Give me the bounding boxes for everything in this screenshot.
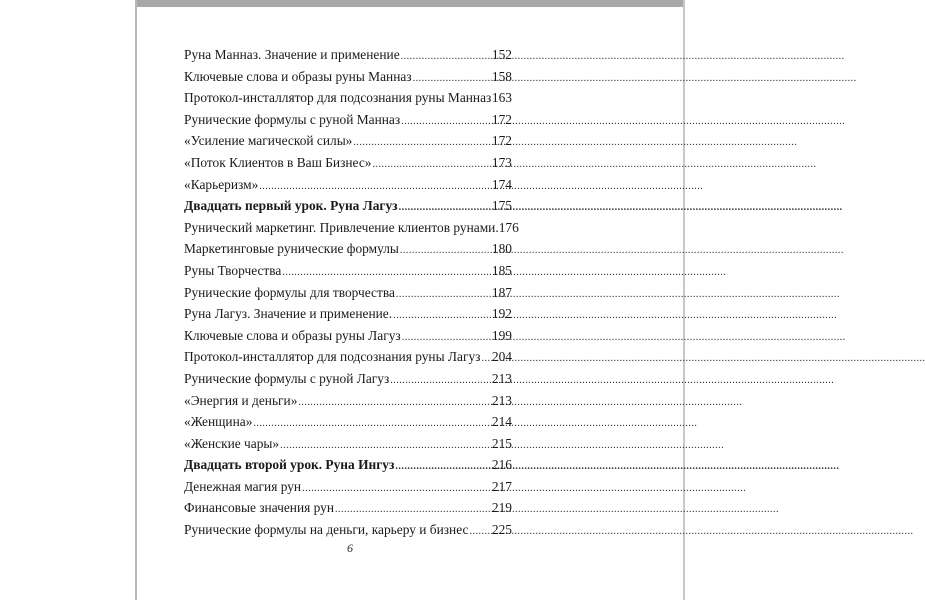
toc-entry (184, 497, 512, 519)
page-top-border (135, 0, 685, 7)
page-left-edge (135, 0, 137, 600)
toc-entry (184, 346, 512, 368)
toc-entry-title: Маркетинговые рунические формулы (184, 241, 399, 257)
toc-entry-page: 158 (491, 68, 512, 84)
toc-entry (184, 368, 512, 390)
toc-entry-page: 187 (491, 284, 512, 300)
toc-entry (184, 217, 519, 239)
toc-entry-page: 175 (491, 198, 512, 214)
toc-entry-title: Двадцать первый урок. Руна Лагуз (184, 198, 398, 214)
toc-entry-title: Рунический маркетинг. Привлечение клиентов рунами. (184, 219, 499, 235)
dot-leader (258, 176, 492, 198)
dot-leader (392, 305, 492, 327)
toc-entry-page: 214 (491, 414, 512, 430)
dot-leader (399, 240, 492, 262)
toc-entry (184, 282, 512, 304)
toc-entry-title: Двадцать второй урок. Руна Ингуз (184, 457, 395, 473)
toc-entry-page: 172 (491, 133, 512, 149)
dot-leader (480, 348, 491, 370)
toc-entry-page: 213 (491, 370, 512, 386)
toc-entry-title: Руна Манназ. Значение и применение (184, 47, 400, 62)
toc-entry (184, 476, 512, 498)
dot-leader (334, 499, 492, 521)
toc-entry (184, 109, 512, 131)
toc-entry (184, 87, 512, 109)
toc-entry-title: Руна Лагуз. Значение и применение. (184, 306, 393, 322)
toc-entry (184, 130, 512, 152)
toc-entry (184, 303, 512, 325)
toc-entry-page: 176 (498, 219, 519, 235)
toc-entry-title: Протокол-инсталлятор для подсознания руны Манназ (184, 90, 492, 106)
toc-entry-title: Финансовые значения рун (184, 500, 335, 516)
toc-entry-page: 217 (491, 478, 512, 494)
toc-entry (184, 195, 512, 217)
toc-entry-title: «Усиление магической силы» (184, 133, 353, 149)
toc-entry-title: Рунические формулы с руной Лагуз (184, 370, 390, 386)
toc-entry (184, 44, 512, 66)
toc-entry-title: Денежная магия рун (184, 478, 302, 494)
dot-leader (412, 68, 492, 90)
dot-leader (352, 132, 492, 154)
dot-leader (371, 154, 491, 176)
toc-entry (184, 260, 512, 282)
toc-entry (184, 433, 512, 455)
toc-entry-page: 225 (491, 522, 512, 538)
dot-leader (279, 435, 492, 457)
toc-entry-page: 219 (491, 500, 512, 516)
toc-entry-title: Руны Творчества (184, 262, 282, 278)
toc-entry-page: 216 (491, 457, 512, 473)
toc-entry (184, 454, 512, 476)
toc-entry-page: 173 (491, 154, 512, 170)
toc-entry (184, 519, 512, 541)
dot-leader (395, 284, 492, 306)
dot-leader (400, 111, 492, 133)
toc-entry-page: 192 (491, 306, 512, 322)
dot-leader (281, 262, 492, 284)
dot-leader (400, 46, 492, 68)
toc-entry-title: Рунические формулы на деньги, карьеру и бизнес (184, 522, 469, 538)
dot-leader (468, 521, 491, 543)
toc-entry-page: 213 (491, 392, 512, 408)
toc-entry (184, 390, 512, 412)
toc-entry-title: Ключевые слова и образы руны Лагуз (184, 327, 401, 343)
toc-entry-title: «Карьеризм» (184, 176, 259, 192)
dot-leader (252, 413, 492, 435)
toc-entry-page: 174 (491, 176, 512, 192)
dot-leader (398, 197, 492, 219)
toc-entry (184, 411, 512, 433)
toc-entry-page: 199 (491, 327, 512, 343)
dot-leader (394, 456, 492, 478)
page-number: 6 (347, 541, 353, 555)
toc-entry (184, 325, 512, 347)
toc-entry (184, 66, 512, 88)
toc-entry-page: 180 (491, 241, 512, 257)
toc-entry-page: 215 (491, 435, 512, 451)
toc-entry-title: «Женские чары» (184, 435, 280, 451)
toc-entry-title: Рунические формулы для творчества (184, 284, 395, 300)
dot-leader (389, 370, 492, 392)
toc-entry-page: 152 (491, 47, 512, 62)
toc-entry-title: «Женщина» (184, 414, 253, 430)
toc-entry-page: 185 (491, 262, 512, 278)
toc-entry (184, 174, 512, 196)
toc-entry-title: «Энергия и деньги» (184, 392, 298, 408)
dot-leader (301, 478, 492, 500)
toc-entry-title: Протокол-инсталлятор для подсознания руны Лагуз (184, 349, 481, 365)
toc-entry-page: 163 (491, 90, 512, 106)
toc-entry-page: 172 (491, 111, 512, 127)
toc-entry-page: 204 (491, 349, 512, 365)
table-of-contents (184, 44, 519, 541)
dot-leader (297, 392, 492, 414)
toc-entry (184, 238, 512, 260)
toc-entry-title: «Поток Клиентов в Ваш Бизнес» (184, 154, 372, 170)
dot-leader (401, 327, 492, 349)
toc-entry-title: Рунические формулы с руной Манназ (184, 111, 401, 127)
toc-entry (184, 152, 512, 174)
toc-entry-title: Ключевые слова и образы руны Манназ (184, 68, 412, 84)
